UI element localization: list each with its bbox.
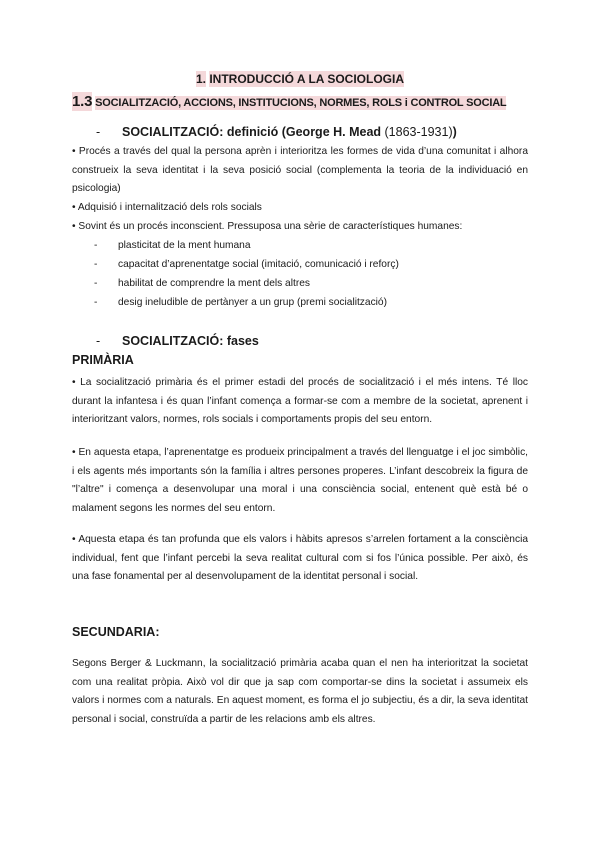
trait-list-item: - capacitat d’aprenentatge social (imitació, comunicació i reforç) <box>94 259 399 270</box>
primaria-heading: PRIMÀRIA <box>72 353 134 367</box>
chapter-title-text: INTRODUCCIÓ A LA SOCIOLOGIA <box>209 72 405 86</box>
section-number: 1.3 <box>72 93 93 110</box>
subsection-definicio-title: SOCIALITZACIÓ: definició (George H. Mead <box>122 125 382 139</box>
primaria-paragraph-1: • La socialització primària és el primer estadi del procés de socialització i el més intens. Té lloc durant la infantesa i és quan l’infant comença a formar-se com a membre de la societat, aprenent i interioritzant valors, normes, rols socials i comportaments propis del seu entorn. <box>72 377 528 425</box>
definition-bullet-2: • Adquisió i internalització dels rols socials <box>72 202 262 213</box>
definition-bullet-3: • Sovint és un procés inconscient. Pressuposa una sèrie de característiques humanes: <box>72 221 463 232</box>
definition-bullet-1: • Procés a través del qual la persona aprèn i interioritza les formes de vida d’una comunitat i alhora construeix la seva identitat i la seva posició social (complementa la teoria de la individuació en psicologia) <box>72 146 528 194</box>
subsection-fases-title: SOCIALITZACIÓ: fases <box>122 334 259 348</box>
trait-list-item: - habilitat de comprendre la ment dels altres <box>94 278 310 289</box>
chapter-number: 1. <box>195 72 206 86</box>
primaria-paragraph-3: • Aquesta etapa és tan profunda que els valors i hàbits apresos s’arrelen fortament a la consciència individual, fent que l’infant percebi la seva realitat cultural com si fos l’única possible. Per això, és una fase fonamental per al desenvolupament de la identitat personal i social. <box>72 534 528 582</box>
secundaria-paragraph: Segons Berger & Luckmann, la socialització primària acaba quan el nen ha interioritzat la societat com una realitat pròpia. Això vol dir que ja sap com comportar-se dins la societat i assumeix els valors i normes com a naturals. En aquest moment, es forma el jo subjectiu, és a dir, la seva identitat personal i social, construïda a partir de les relacions amb els altres. <box>72 658 528 725</box>
mead-years: (1863-1931) <box>381 125 453 139</box>
chapter-title <box>0 72 600 86</box>
subsection-definicio-heading: - SOCIALITZACIÓ: definició (George H. Mead (1863-1931)) <box>96 125 457 139</box>
subsection-fases-heading: - SOCIALITZACIÓ: fases <box>96 334 259 348</box>
section-heading <box>72 93 506 110</box>
secundaria-heading: SECUNDARIA: <box>72 625 160 639</box>
primaria-paragraph-2: • En aquesta etapa, l’aprenentatge es produeix principalment a través del llenguatge i el joc simbòlic, i els agents més importants són la família i altres persones properes. L’infant descobreix la figura de "l’altre" i comença a desenvolupar una moral i una consciència social, entenent què està bé o malament segons les normes del seu entorn. <box>72 447 528 514</box>
section-title-text: SOCIALITZACIÓ, ACCIONS, INSTITUCIONS, NORMES, ROLS i CONTROL SOCIAL <box>95 97 507 109</box>
trait-list-item: - desig ineludible de pertànyer a un grup (premi socialització) <box>94 297 387 308</box>
trait-list-item: - plasticitat de la ment humana <box>94 240 251 251</box>
